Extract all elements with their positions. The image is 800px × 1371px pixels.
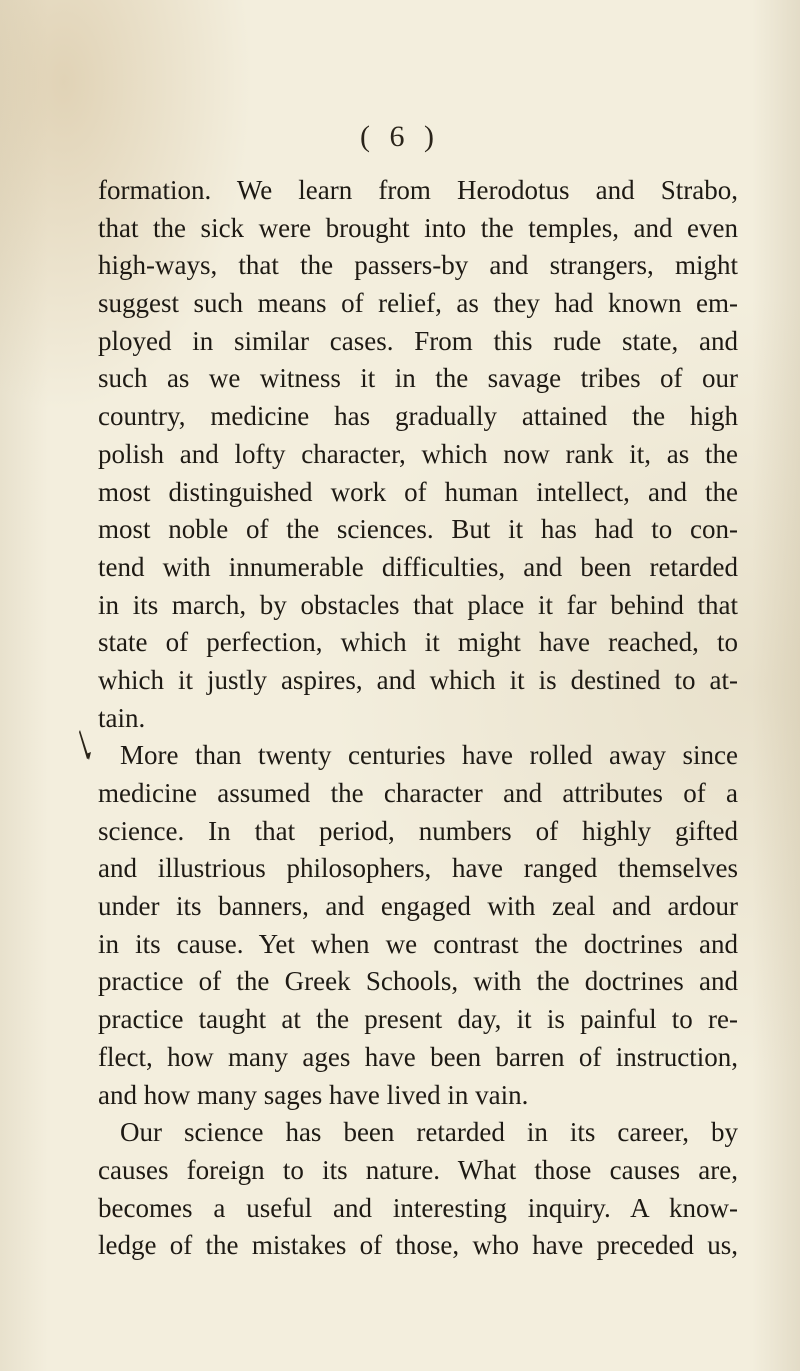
text-line: suggest such means of relief, as they had known em- (98, 288, 738, 319)
text-line: under its banners, and engaged with zeal and ardour (98, 891, 738, 922)
text-line: medicine assumed the character and attributes of a (98, 778, 738, 808)
text-line: ployed in similar cases. From this rude state, and (98, 325, 738, 356)
body-text (98, 172, 738, 1265)
text-line: More than twenty centuries have rolled away since (120, 740, 738, 771)
text-line: tain. (98, 702, 146, 733)
text-line: causes foreign to its nature. What those causes are, (98, 1154, 738, 1185)
text-line: in its march, by obstacles that place it far behind that (98, 589, 738, 620)
text-line: formation. We learn from Herodotus and Strabo, (98, 175, 738, 205)
text-line: polish and lofty character, which now rank it, as the (98, 438, 738, 469)
text-line: state of perfection, which it might have reached, to (98, 627, 738, 658)
text-line: tend with innumerable difficulties, and been retarded (98, 551, 738, 582)
text-line: flect, how many ages have been barren of instruction, (98, 1041, 738, 1072)
text-line: Our science has been retarded in its career, by (120, 1117, 738, 1148)
text-line: most distinguished work of human intellect, and the (98, 476, 738, 507)
text-line: practice taught at the present day, it is painful to re- (98, 1004, 738, 1035)
text-line: and how many sages have lived in vain. (98, 1079, 529, 1110)
text-line: practice of the Greek Schools, with the doctrines and (98, 966, 738, 997)
text-line: and illustrious philosophers, have ranged themselves (98, 853, 738, 884)
text-line: country, medicine has gradually attained the high (98, 401, 738, 432)
text-line: ledge of the mistakes of those, who have preceded us, (98, 1230, 738, 1261)
text-line: which it justly aspires, and which it is destined to at- (98, 664, 738, 695)
text-line: science. In that period, numbers of highly gifted (98, 815, 738, 846)
margin-pen-mark-icon (78, 728, 92, 762)
text-line: high-ways, that the passers-by and strangers, might (98, 250, 738, 281)
text-line: such as we witness it in the savage tribes of our (98, 363, 738, 394)
page-number: ( 6 ) (360, 120, 440, 153)
text-line: that the sick were brought into the temples, and even (98, 212, 738, 243)
text-line: most noble of the sciences. But it has had to con- (98, 514, 738, 545)
text-line: in its cause. Yet when we contrast the doctrines and (98, 928, 738, 959)
text-line: becomes a useful and interesting inquiry. A know- (98, 1192, 738, 1223)
